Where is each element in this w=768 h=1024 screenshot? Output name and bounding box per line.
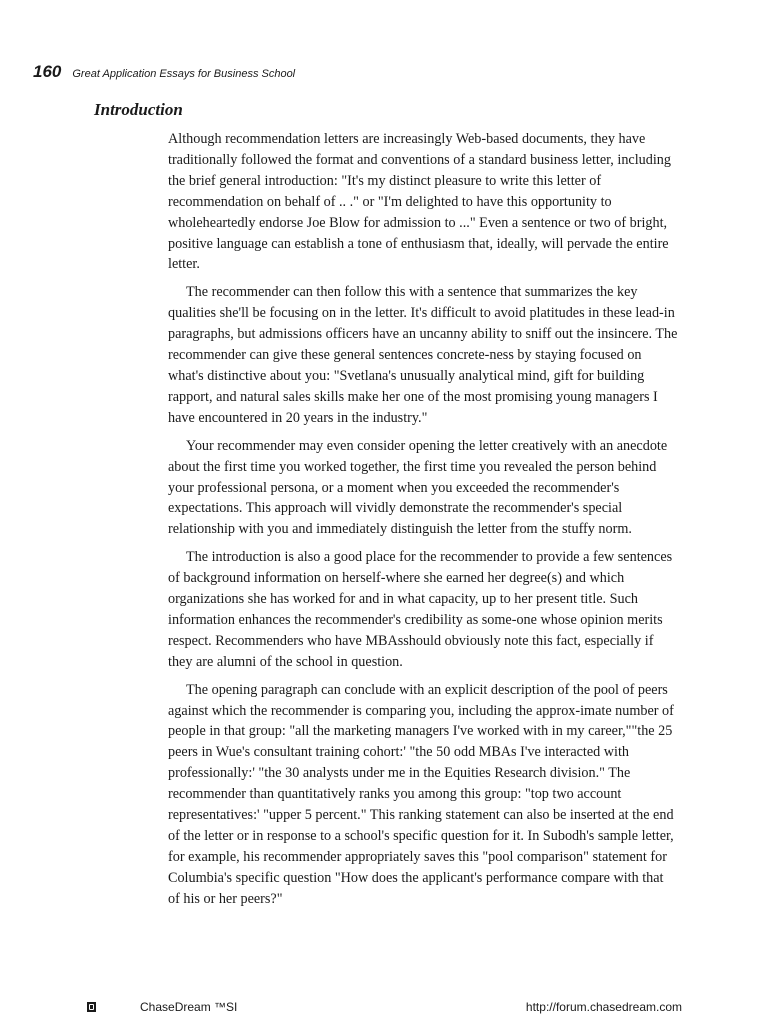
page-number: 160 [33, 62, 62, 81]
running-head: Great Application Essays for Business School [72, 68, 296, 80]
section-title: Introduction [94, 100, 183, 119]
paragraph-1: Although recommendation letters are increasingly Web-based documents, they have traditionally followed the format and conventions of a standard business letter, including the brief general introduction: "It's my distinct pleasure to write this letter of recommendation on behalf of .. ." or "I'm delighted to have this opportunity to wholeheartedly endorse Joe Blow for admission to ..." Even a sentence or two of bright, positive language can establish a tone of enthusiasm that, ideally, will pervade the entire letter. [168, 131, 671, 273]
paragraph-5: The opening paragraph can conclude with an explicit description of the pool of peers against which the recommender is comparing you, including the approx-imate number of people in that group: "all the marketing managers I've worked with in my career,""the 25 peers in Wue's consultant training cohort:' "the 50 odd MBAs I've interacted with professionally:' "the 30 analysts under me in the Equities Research division." The recommender than quantitatively ranks you among this group: "top two account representatives:' "upper 5 percent." This ranking statement can also be inserted at the end of the letter or in response to a school's specific question for it. In Subodh's sample letter, for example, his recommender appropriately saves this "pool comparison" statement for Columbia's specific question "How does the applicant's performance compare with that of his or her peers?" [168, 681, 674, 907]
book-icon [87, 1002, 96, 1012]
page-footer [0, 998, 768, 1018]
page-header [33, 62, 295, 82]
footer-brand: ChaseDream ™SI [140, 1000, 238, 1014]
paragraph-3: Your recommender may even consider opening the letter creatively with an anecdote about the first time you worked together, the first time you revealed the person behind your professional persona, or a moment when you exceeded the recommender's expectations. This approach will vividly demonstrate the recommender's special relationship with you and immediately distinguish the letter from the stuffy norm. [168, 437, 668, 538]
body-text [168, 129, 678, 917]
paragraph-4: The introduction is also a good place for the recommender to provide a few sentences of background information on herself-where she earned her degree(s) and which organizations she has worked for and in what capacity, up to her present title. Such information enhances the recommender's credibility as some-one whose opinion merits respect. Recommenders who have MBAsshould obviously note this fact, especially if they are alumni of the school in question. [168, 549, 673, 670]
footer-url[interactable]: http://forum.chasedream.com [525, 1000, 682, 1014]
paragraph-2: The recommender can then follow this with a sentence that summarizes the key qualities she'll be focusing on in the letter. It's difficult to avoid platitudes in these lead-in paragraphs, but admissions officers have an uncanny ability to sniff out the insincere. The recommender can give these general sentences concrete-ness by staying focused on what's distinctive about you: "Svetlana's unusually analytical mind, gift for building rapport, and natural sales skills make her one of the most promising young managers I have encountered in 20 years in the industry." [168, 284, 678, 426]
